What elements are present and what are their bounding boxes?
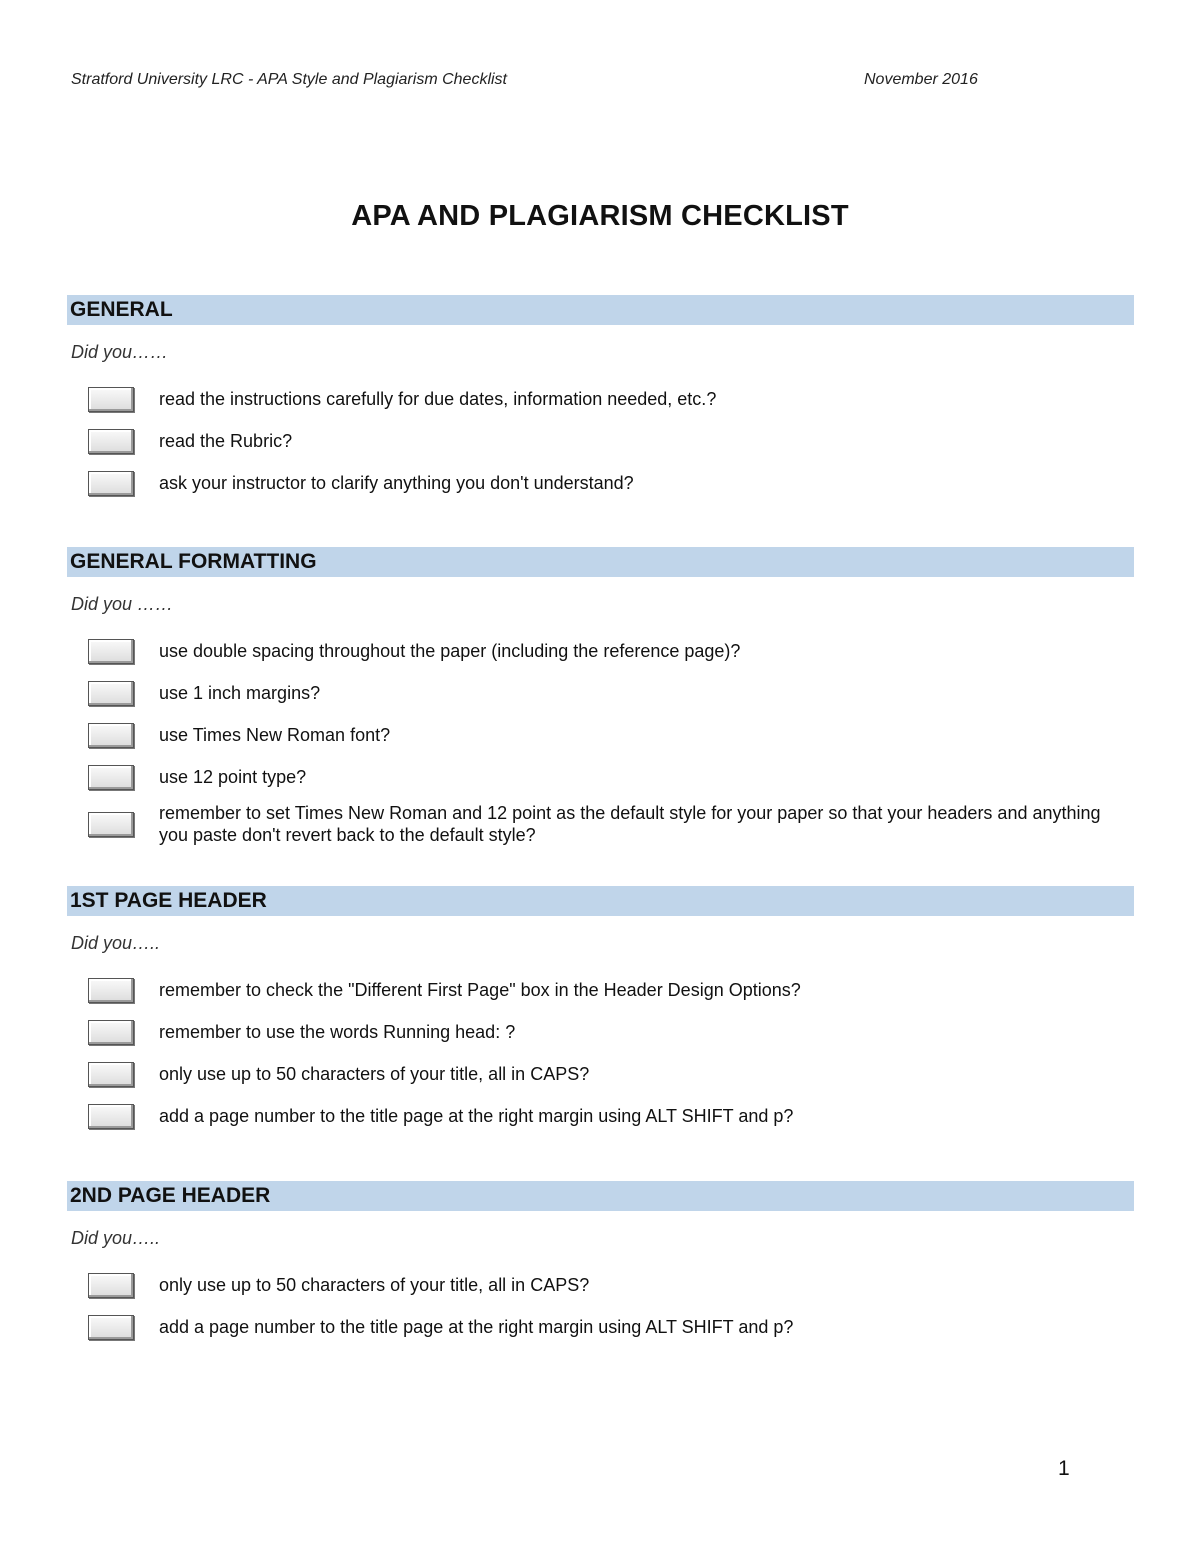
checklist-item-text: only use up to 50 characters of your title, all in CAPS? xyxy=(159,1275,590,1295)
checkbox[interactable] xyxy=(88,765,134,790)
checklist-item-text: ask your instructor to clarify anything you don't understand? xyxy=(159,473,634,493)
checklist xyxy=(67,1264,1134,1348)
running-header xyxy=(71,71,991,89)
checklist-item-text: remember to check the "Different First Page" box in the Header Design Options? xyxy=(159,980,801,1000)
page-number: 1 xyxy=(1058,1457,1070,1480)
checklist-item-text: read the Rubric? xyxy=(159,431,293,451)
checkbox[interactable] xyxy=(88,471,134,496)
checklist-item xyxy=(67,1264,1134,1306)
checklist-item xyxy=(67,969,1134,1011)
checklist-item xyxy=(67,714,1134,756)
checklist-item xyxy=(67,756,1134,798)
checklist-item xyxy=(67,420,1134,462)
checklist-item-text: use 1 inch margins? xyxy=(159,683,321,703)
section-second-page-header xyxy=(67,1181,1134,1348)
checklist-item-text: use 12 point type? xyxy=(159,767,307,787)
checkbox[interactable] xyxy=(88,812,134,837)
checklist xyxy=(67,630,1134,850)
section-general xyxy=(67,295,1134,504)
checklist-item xyxy=(67,1011,1134,1053)
checklist xyxy=(67,969,1134,1137)
section-heading: 1ST PAGE HEADER xyxy=(67,886,1134,916)
checkbox[interactable] xyxy=(88,1315,134,1340)
checklist-item-text: remember to set Times New Roman and 12 point as the default style for your paper so that your headers and anything you paste don't revert back to the default style? xyxy=(159,803,1101,845)
checkbox[interactable] xyxy=(88,1020,134,1045)
section-heading: GENERAL xyxy=(67,295,1134,325)
checklist-item xyxy=(67,798,1134,850)
checklist-item xyxy=(67,1053,1134,1095)
section-heading: GENERAL FORMATTING xyxy=(67,547,1134,577)
checkbox[interactable] xyxy=(88,978,134,1003)
checkbox[interactable] xyxy=(88,1273,134,1298)
checkbox[interactable] xyxy=(88,681,134,706)
checklist-item-text: only use up to 50 characters of your title, all in CAPS? xyxy=(159,1064,590,1084)
checklist-item xyxy=(67,672,1134,714)
section-prompt: Did you….. xyxy=(71,933,161,953)
checklist-item xyxy=(67,462,1134,504)
checklist-item-text: use Times New Roman font? xyxy=(159,725,391,745)
checkbox[interactable] xyxy=(88,723,134,748)
checkbox[interactable] xyxy=(88,429,134,454)
checklist-item-text: add a page number to the title page at the right margin using ALT SHIFT and p? xyxy=(159,1106,794,1126)
section-heading: 2ND PAGE HEADER xyxy=(67,1181,1134,1211)
checklist-item xyxy=(67,1306,1134,1348)
checkbox[interactable] xyxy=(88,1062,134,1087)
checklist-item xyxy=(67,630,1134,672)
section-prompt: Did you…… xyxy=(71,342,169,362)
document-title: APA AND PLAGIARISM CHECKLIST xyxy=(351,200,849,232)
checklist-item-text: use double spacing throughout the paper (including the reference page)? xyxy=(159,641,741,661)
checklist-item-text: remember to use the words Running head: ? xyxy=(159,1022,516,1042)
checklist-item xyxy=(67,1095,1134,1137)
checklist-item-text: add a page number to the title page at the right margin using ALT SHIFT and p? xyxy=(159,1317,794,1337)
checkbox[interactable] xyxy=(88,1104,134,1129)
section-prompt: Did you …… xyxy=(71,594,174,614)
checklist xyxy=(67,378,1134,504)
header-title: Stratford University LRC - APA Style and Plagiarism Checklist xyxy=(71,71,507,88)
checkbox[interactable] xyxy=(88,387,134,412)
checkbox[interactable] xyxy=(88,639,134,664)
header-date: November 2016 xyxy=(864,71,978,88)
section-first-page-header xyxy=(67,886,1134,1137)
checklist-item-text: read the instructions carefully for due dates, information needed, etc.? xyxy=(159,389,717,409)
checklist-item xyxy=(67,378,1134,420)
section-prompt: Did you….. xyxy=(71,1228,161,1248)
section-general-formatting xyxy=(67,547,1134,850)
